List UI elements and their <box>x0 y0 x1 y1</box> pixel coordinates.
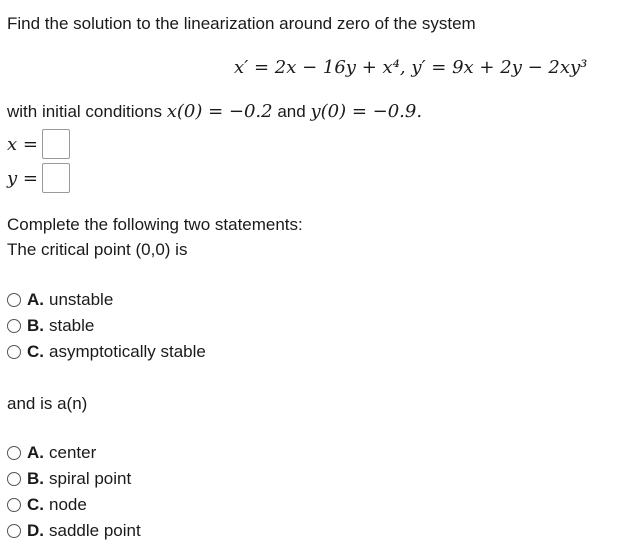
radio-button[interactable] <box>7 472 21 486</box>
radio-button[interactable] <box>7 524 21 538</box>
initial-y: y(0) = −0.9. <box>310 101 423 122</box>
option-label: center <box>49 443 97 462</box>
option-label: saddle point <box>49 521 141 540</box>
stability-option-a[interactable]: A. unstable <box>7 290 113 310</box>
type-option-d[interactable]: D. saddle point <box>7 521 141 541</box>
type-option-b[interactable]: B. spiral point <box>7 469 131 489</box>
radio-button[interactable] <box>7 319 21 333</box>
initial-conditions <box>7 101 422 122</box>
option-label: asymptotically stable <box>49 342 206 361</box>
radio-button[interactable] <box>7 498 21 512</box>
option-label: spiral point <box>49 469 132 488</box>
option-label: node <box>49 495 87 514</box>
critical-point-statement: The critical point (0,0) is <box>7 240 188 259</box>
equation-y: y′ = 9x + 2y − 2xy³ <box>411 57 588 78</box>
radio-button[interactable] <box>7 345 21 359</box>
initial-and: and <box>277 102 306 121</box>
stability-option-b[interactable]: B. stable <box>7 316 94 336</box>
x-answer-input[interactable] <box>42 129 70 159</box>
equation-x: x′ = 2x − 16y + x⁴, <box>234 57 406 78</box>
x-answer-label: x = <box>7 133 38 155</box>
type-option-c[interactable]: C. node <box>7 495 87 515</box>
initial-prefix: with initial conditions <box>7 102 162 121</box>
system-equations <box>234 57 587 78</box>
y-answer-row <box>7 163 70 193</box>
y-answer-label: y = <box>7 167 38 189</box>
type-option-a[interactable]: A. center <box>7 443 96 463</box>
x-answer-row <box>7 129 70 159</box>
radio-button[interactable] <box>7 446 21 460</box>
initial-x: x(0) = −0.2 <box>166 101 273 122</box>
problem-intro: Find the solution to the linearization around zero of the system <box>7 14 476 33</box>
type-prompt: and is a(n) <box>7 394 88 413</box>
y-answer-input[interactable] <box>42 163 70 193</box>
radio-button[interactable] <box>7 293 21 307</box>
option-label: stable <box>49 316 95 335</box>
statements-intro: Complete the following two statements: <box>7 215 303 234</box>
stability-option-c[interactable]: C. asymptotically stable <box>7 342 206 362</box>
option-label: unstable <box>49 290 114 309</box>
